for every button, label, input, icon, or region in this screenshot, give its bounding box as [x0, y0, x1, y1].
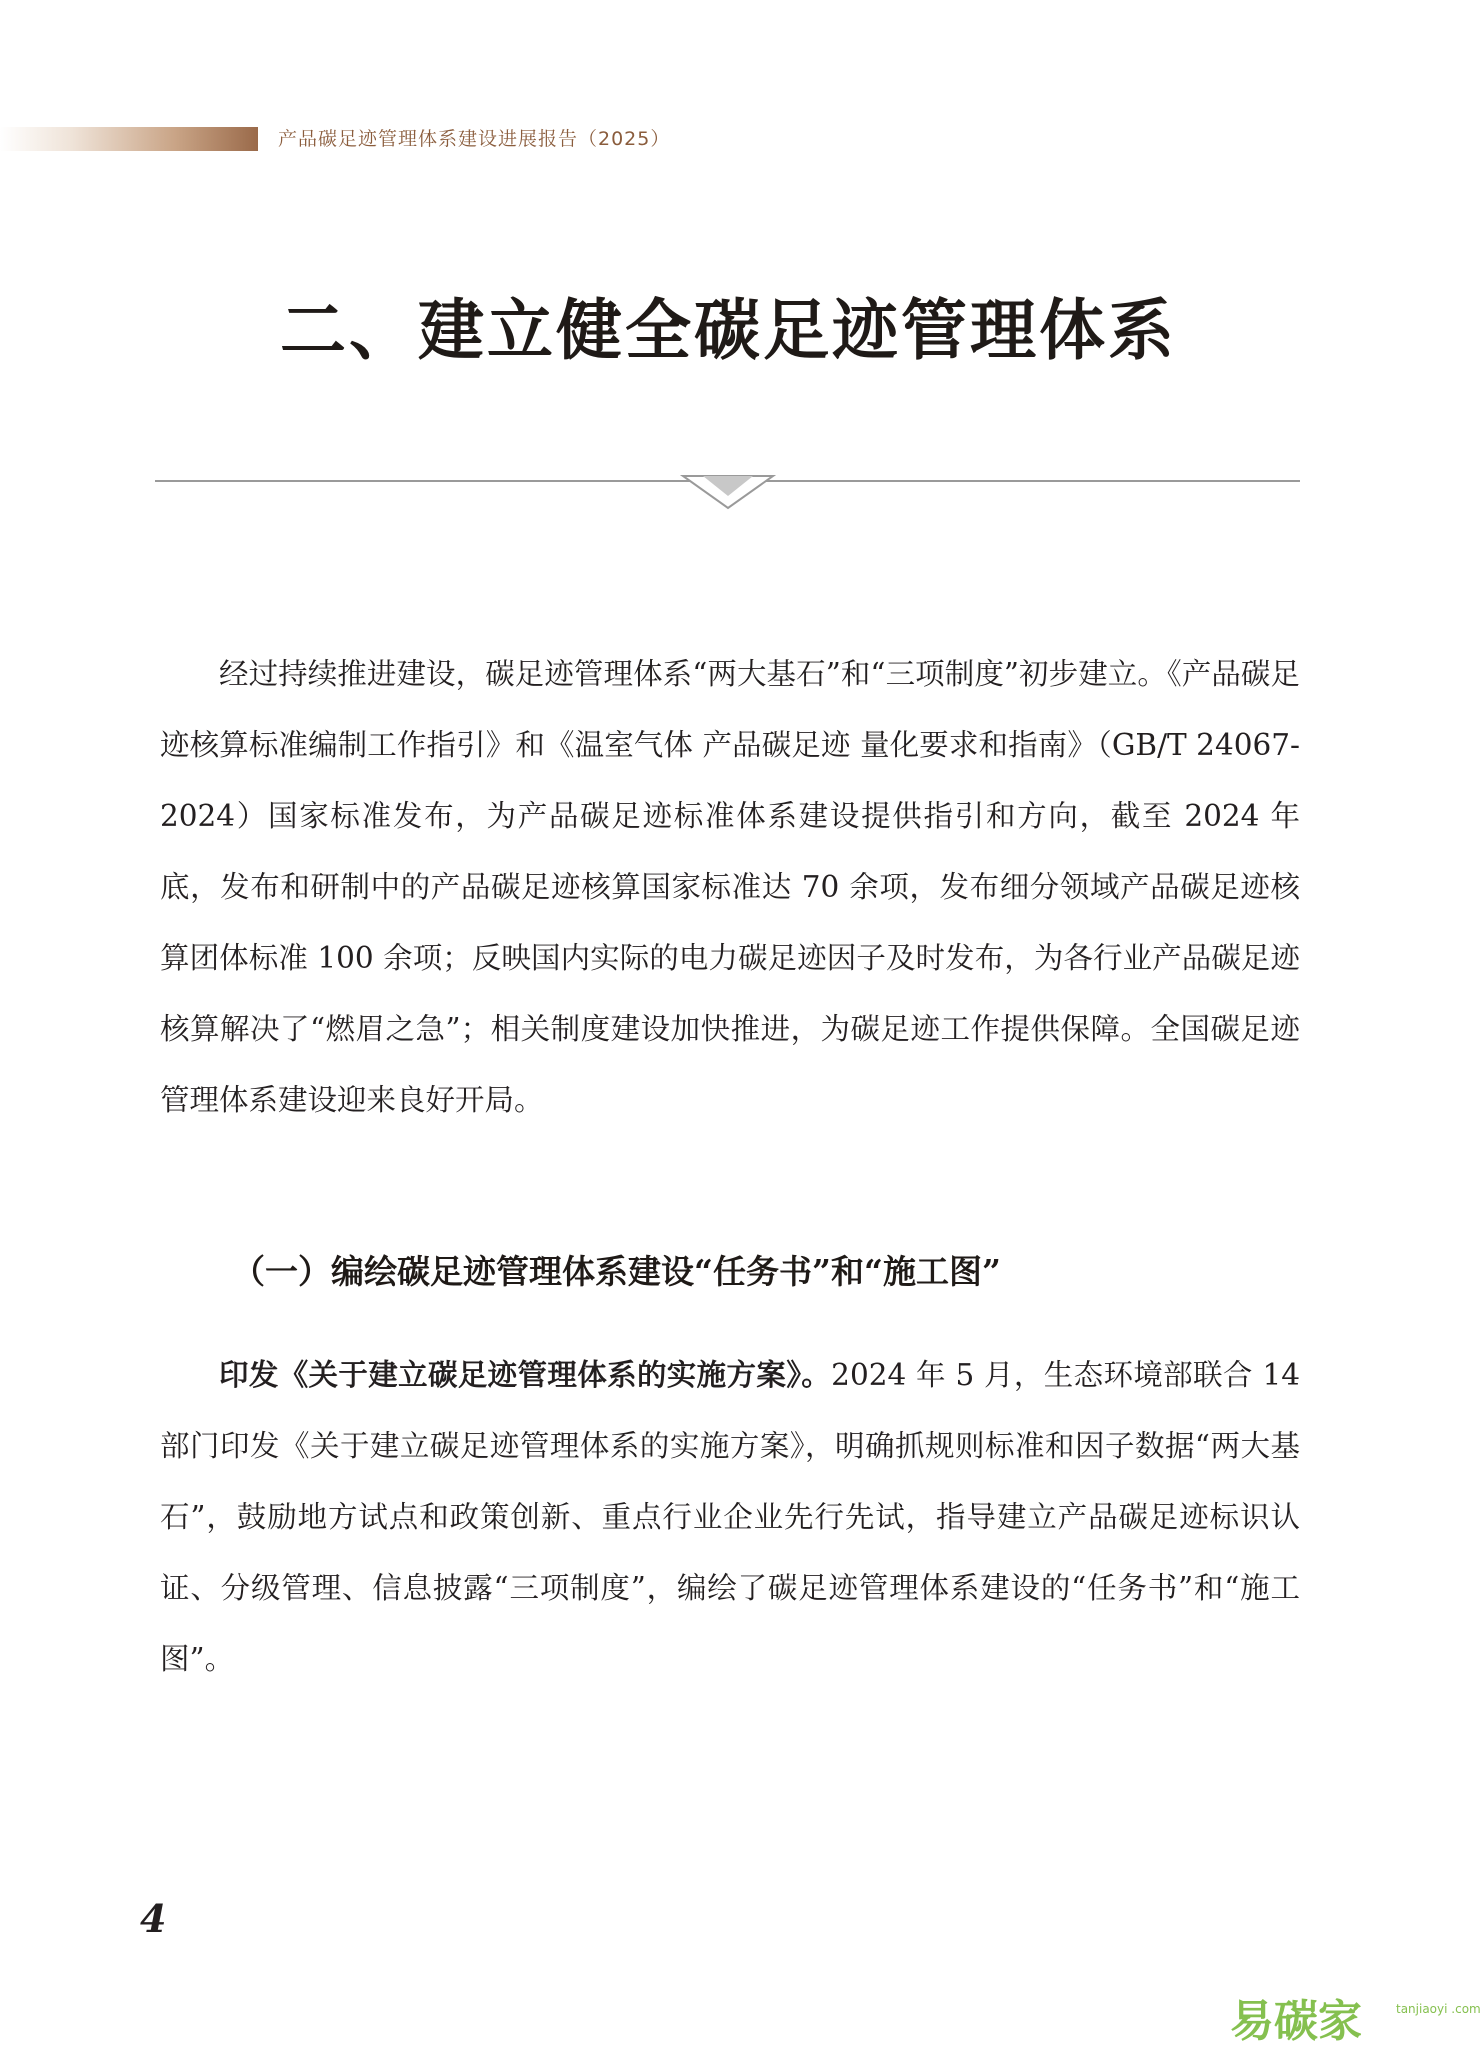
subsection-lead-sentence: 印发《关于建立碳足迹管理体系的实施方案》。 [219, 1357, 832, 1392]
page-number: 4 [140, 1896, 167, 1941]
report-title: 产品碳足迹管理体系建设进展报告（2025） [278, 128, 671, 150]
title-divider [155, 472, 1300, 514]
watermark-logo: 易碳家 [1230, 1996, 1362, 2047]
section-title: 二、建立健全碳足迹管理体系 [280, 291, 1177, 369]
subsection-heading: （一）编绘碳足迹管理体系建设“任务书”和“施工图” [232, 1252, 1001, 1291]
header-decorative-bar [0, 127, 258, 151]
subsection-body-text: 2024 年 5 月，生态环境部联合 14 部门印发《关于建立碳足迹管理体系的实施方案》，明确抓规则标准和因子数据“两大基石”，鼓励地方试点和政策创新、重点行业企业先行先试，指导建立产品碳足迹标识认证、分级管理、信息披露“三项制度”，编绘了碳足迹管理体系建设的“任务书”和“施工图”。 [160, 1358, 1300, 1676]
subsection-paragraph-block [160, 1339, 1300, 1695]
subsection-paragraph [160, 1339, 1300, 1695]
intro-paragraph-block [160, 639, 1300, 1136]
intro-paragraph: 经过持续推进建设，碳足迹管理体系“两大基石”和“三项制度”初步建立。《产品碳足迹核算标准编制工作指引》和《温室气体 产品碳足迹 量化要求和指南》（GB/T 24067-2024）国家标准发布，为产品碳足迹标准体系建设提供指引和方向，截至 2024 年底，发布和研制中的产品碳足迹核算国家标准达 70 余项，发布细分领域产品碳足迹核算团体标准 100 余项；反映国内实际的电力碳足迹因子及时发布，为各行业产品碳足迹核算解决了“燃眉之急”；相关制度建设加快推进，为碳足迹工作提供保障。全国碳足迹管理体系建设迎来良好开局。 [160, 657, 1300, 1117]
watermark-domain: tanjiaoyi .com [1396, 2002, 1481, 2016]
